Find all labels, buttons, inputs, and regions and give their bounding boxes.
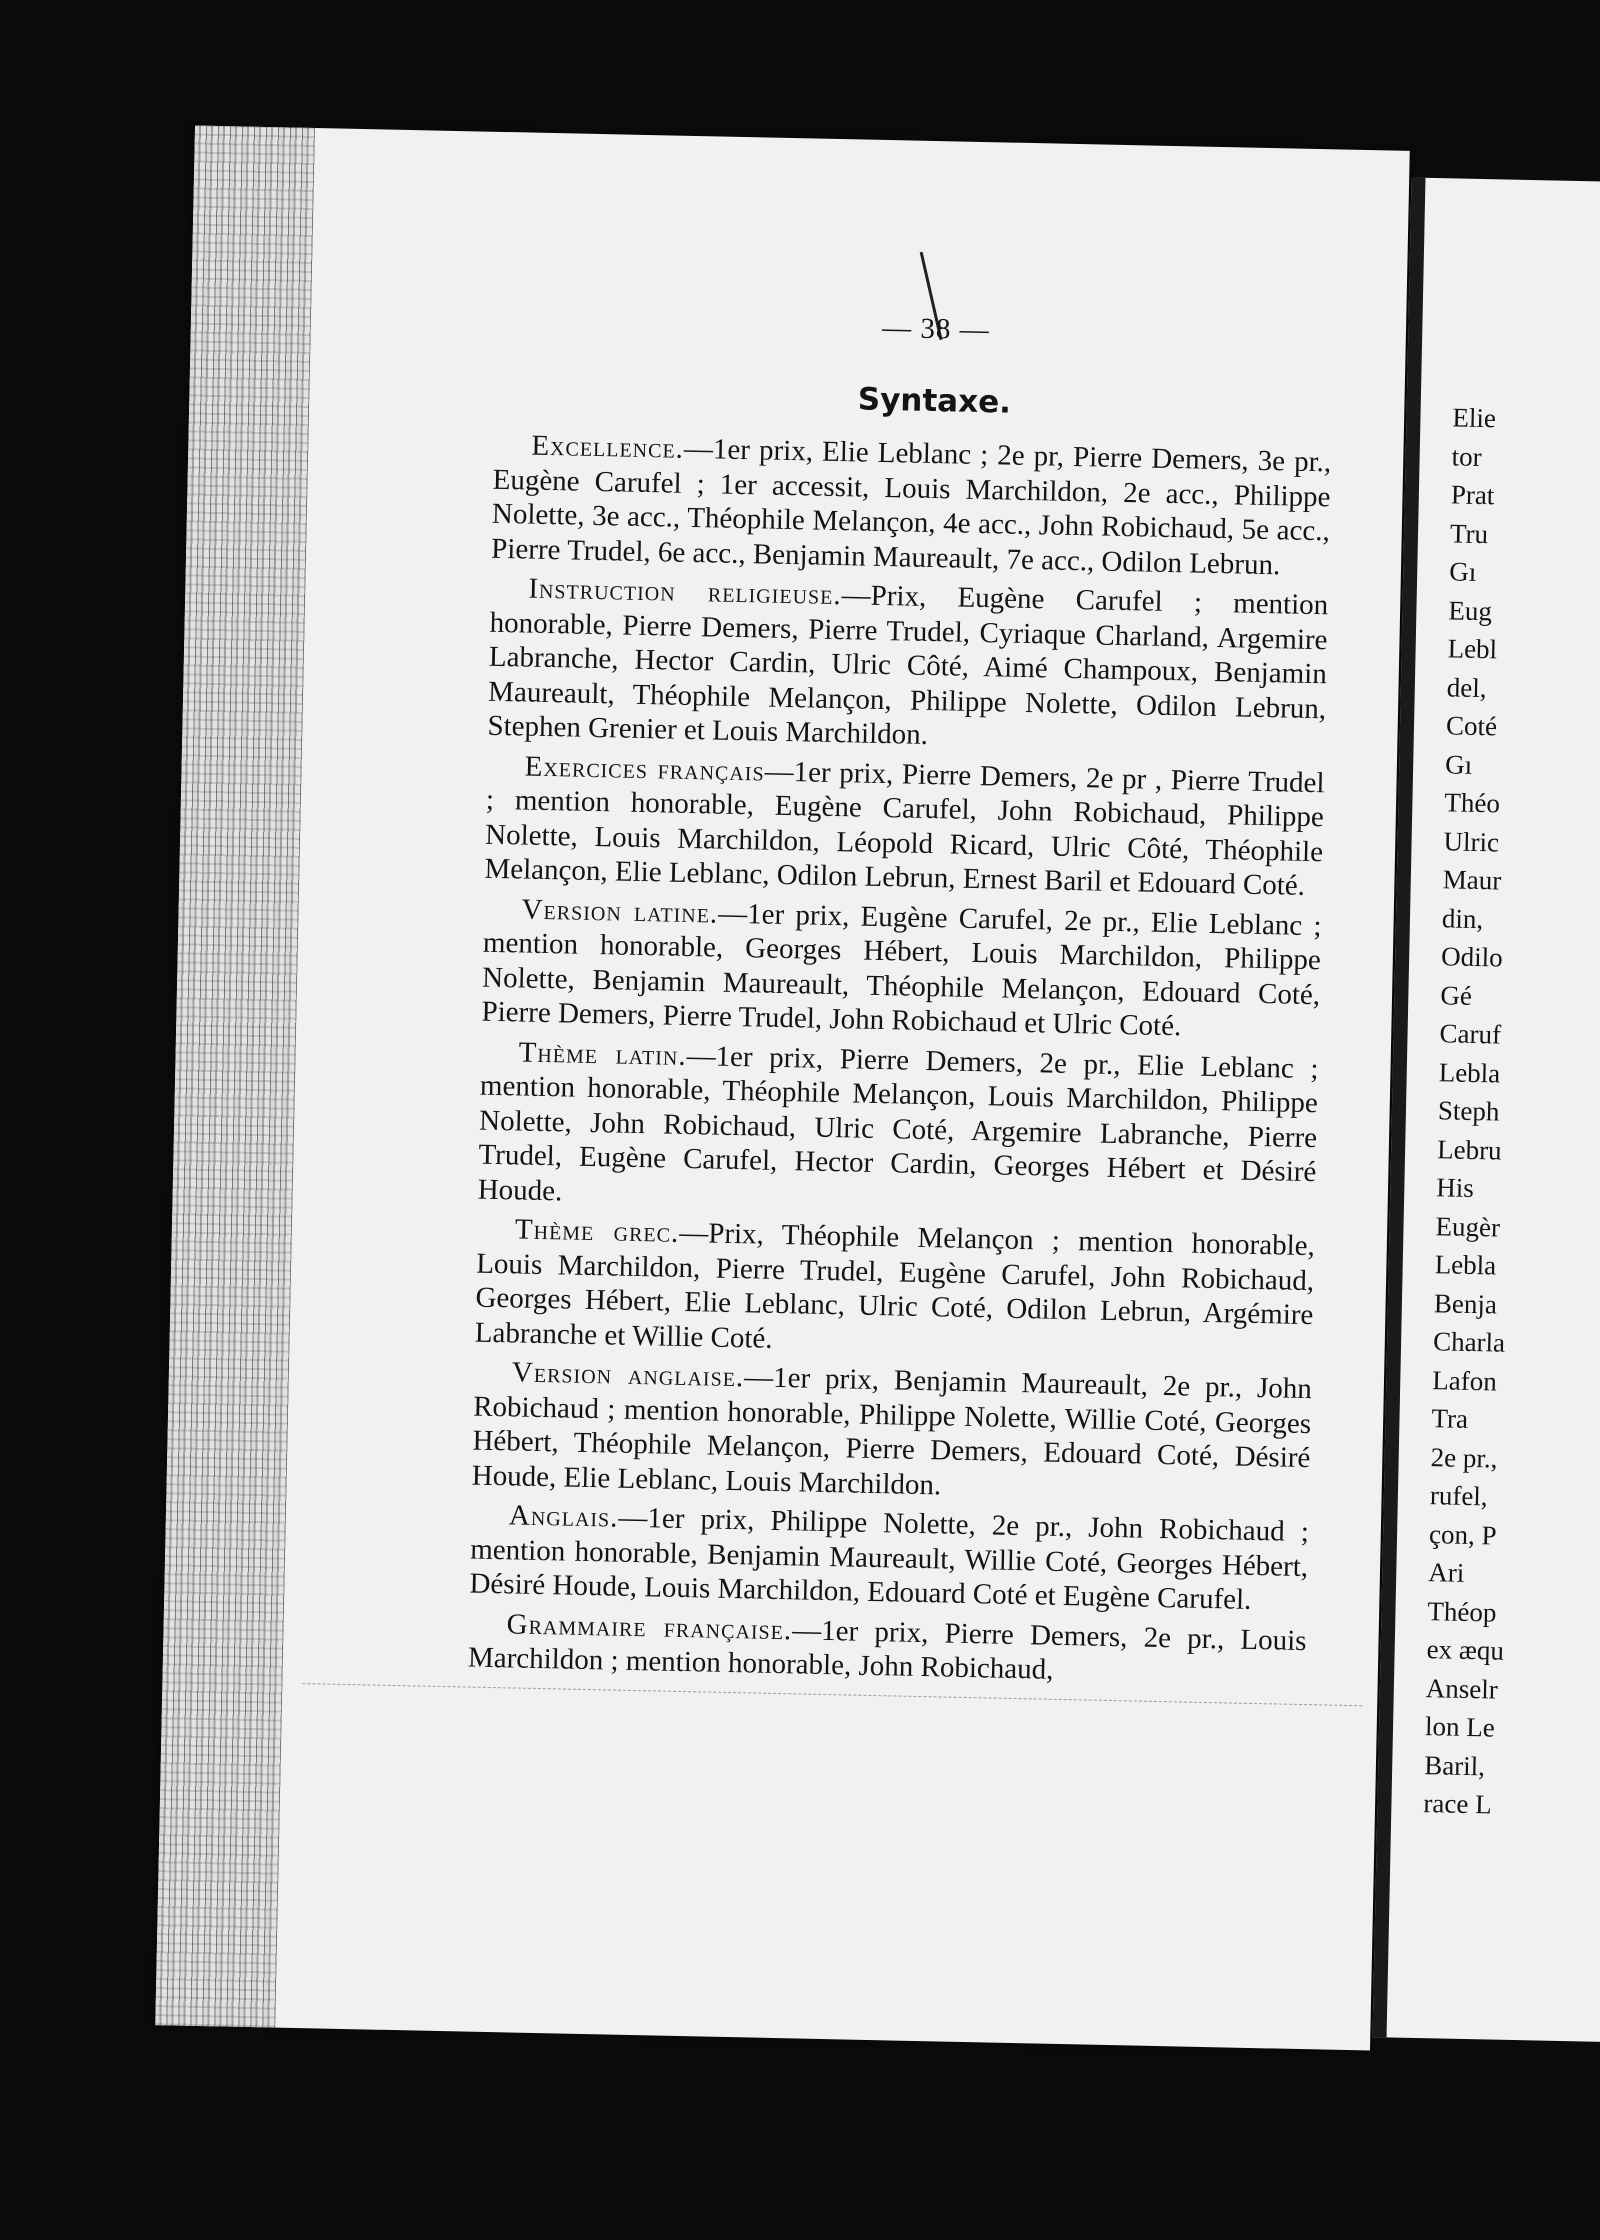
page-number: — 38 — [881, 311, 991, 347]
paragraph [484, 748, 1325, 904]
right-page-line: race L [1423, 1788, 1492, 1820]
paragraph [491, 428, 1332, 584]
paragraph-text: —1er prix, Eugène Carufel, 2e pr., Elie Leblanc ; mention honorable, Georges Hébert, Louis Marchildon, Philippe Nolette, Benjamin Maureault, Théophile Melançon, Edouard Coté, Pierre Demers, Pierre Trudel, John Robichaud et Ulric Coté. [481, 897, 1322, 1043]
right-page-line: Anselr [1425, 1672, 1499, 1705]
paragraph-text: —Prix, Théophile Melançon ; mention honorable, Louis Marchildon, Pierre Trudel, Eugène Carufel, John Robichaud, Georges Hébert, Elie Leblanc, Ulric Coté, Odilon Lebrun, Argémire Labranche et Willie Coté. [474, 1216, 1316, 1355]
paragraph-head: Version latine. [521, 893, 719, 930]
paragraph-head: Thème grec. [514, 1213, 680, 1249]
page-edge [155, 125, 315, 2027]
right-page-line: Gı [1448, 556, 1477, 587]
section-heading: Syntaxe. [857, 381, 1012, 421]
right-page-line: Coté [1445, 710, 1498, 742]
right-page-line: rufel, [1429, 1480, 1488, 1512]
right-page-line: Benja [1433, 1287, 1498, 1320]
right-page-line: tor [1451, 440, 1482, 472]
paragraph-head: Version anglaise. [511, 1356, 745, 1394]
paragraph-head: Anglais. [508, 1499, 619, 1534]
right-page-line: 2e pr., [1430, 1441, 1498, 1474]
right-page-line: Maur [1442, 864, 1502, 896]
paragraph [481, 891, 1322, 1047]
right-page-line: del, [1446, 671, 1487, 703]
paragraph [469, 1498, 1309, 1619]
paragraph-text: —1er prix, Pierre Demers, 2e pr., Elie Leblanc ; mention honorable, Théophile Melançon, Louis Marchildon, Philippe Nolette, John Robichaud, Ulric Coté, Argemire Labranche, Pierre Trudel, Eugène Carufel, Hector Cardin, Georges Hébert et Désiré Houde. [477, 1039, 1319, 1207]
paragraph [468, 1606, 1307, 1693]
paragraph-text: —1er prix, Elie Leblanc ; 2e pr, Pierre Demers, 3e pr., Eugène Carufel ; 1er accessit, Louis Marchildon, 2e acc., Philippe Nolette, 3e acc., Théophile Melançon, 4e acc., John Robichaud, 5e acc., Pierre Trudel, 6e acc., Benjamin Maureault, 7e acc., Odilon Lebrun. [490, 432, 1332, 581]
right-page-line: Odilo [1440, 941, 1504, 973]
right-page-line: Ari [1427, 1557, 1465, 1588]
right-page [1373, 177, 1600, 2042]
paragraph-head: Instruction religieuse. [528, 572, 843, 612]
right-page-line: Gé [1440, 979, 1473, 1011]
right-page-line: Steph [1437, 1095, 1500, 1127]
paragraph-text: —1er prix, Benjamin Maureault, 2e pr., John Robichaud ; mention honorable, Philippe Nolette, Willie Coté, Georges Hébert, Théophile Melançon, Pierre Demers, Edouard Coté, Désiré Houde, Elie Leblanc, Louis Marchildon. [471, 1361, 1313, 1501]
paragraph [474, 1212, 1315, 1368]
right-page-line: Eugèr [1435, 1210, 1501, 1243]
paragraph-text: —1er prix, Pierre Demers, 2e pr , Pierre Trudel ; mention honorable, Eugène Carufel, John Robichaud, Philippe Nolette, Louis Marchildon, Léopold Ricard, Ulric Côté, Théophile Melançon, Elie Leblanc, Odilon Lebrun, Ernest Baril et Edouard Coté. [484, 755, 1325, 902]
right-page-line: çon, P [1428, 1518, 1497, 1551]
right-page-line: His [1436, 1172, 1475, 1204]
paragraph [477, 1034, 1318, 1224]
paragraph-text: —1er prix, Pierre Demers, 2e pr., Louis Marchildon ; mention honorable, John Robichaud, [467, 1613, 1307, 1686]
paragraph-head: Exercices français [524, 750, 765, 788]
right-page-line: Caruf [1439, 1018, 1502, 1050]
right-page-line: din, [1441, 902, 1484, 934]
right-page-line: Ulric [1443, 825, 1500, 857]
paragraph-text: —Prix, Eugène Carufel ; mention honorable, Pierre Demers, Pierre Trudel, Cyriaque Charland, Argemire Labranche, Hector Cardin, Ulric Côté, Aimé Champoux, Benjamin Maureault, Théophile Melançon, Philippe Nolette, Odilon Lebrun, Stephen Grenier et Louis Marchildon. [487, 579, 1329, 751]
prize-list [468, 428, 1332, 1698]
right-page-line: Lafon [1432, 1364, 1498, 1397]
left-page [155, 125, 1410, 2050]
right-page-line: Prat [1450, 479, 1495, 511]
right-page-line: Tra [1431, 1403, 1469, 1434]
right-page-line: Lebla [1438, 1056, 1501, 1089]
right-page-line: Gı [1444, 748, 1473, 780]
right-page-line: Tru [1449, 517, 1489, 549]
right-page-line: Lebl [1447, 633, 1498, 665]
right-page-line: Elie [1452, 402, 1497, 434]
right-page-line: Lebla [1434, 1249, 1497, 1281]
right-page-line: Théop [1427, 1595, 1497, 1628]
paragraph-text: —1er prix, Philippe Nolette, 2e pr., John Robichaud ; mention honorable, Benjamin Maureault, Willie Coté, Georges Hébert, Désiré Houde, Louis Marchildon, Edouard Coté et Eugène Carufel. [469, 1501, 1310, 1616]
paragraph-head: Grammaire française. [506, 1607, 793, 1646]
right-page-text-fragments [1423, 398, 1600, 1827]
right-page-line: Charla [1432, 1326, 1506, 1358]
right-page-line: lon Le [1424, 1711, 1496, 1743]
paragraph [471, 1355, 1312, 1511]
paragraph [487, 571, 1328, 761]
right-page-line: Théo [1444, 787, 1501, 819]
right-page-line: Lebru [1436, 1133, 1502, 1166]
right-page-line: Baril, [1423, 1749, 1486, 1781]
paragraph-head: Thème latin. [518, 1035, 687, 1072]
right-page-line: ex æqu [1426, 1634, 1505, 1666]
paragraph-head: Excellence. [531, 429, 685, 465]
right-page-line: Eug [1448, 594, 1493, 626]
